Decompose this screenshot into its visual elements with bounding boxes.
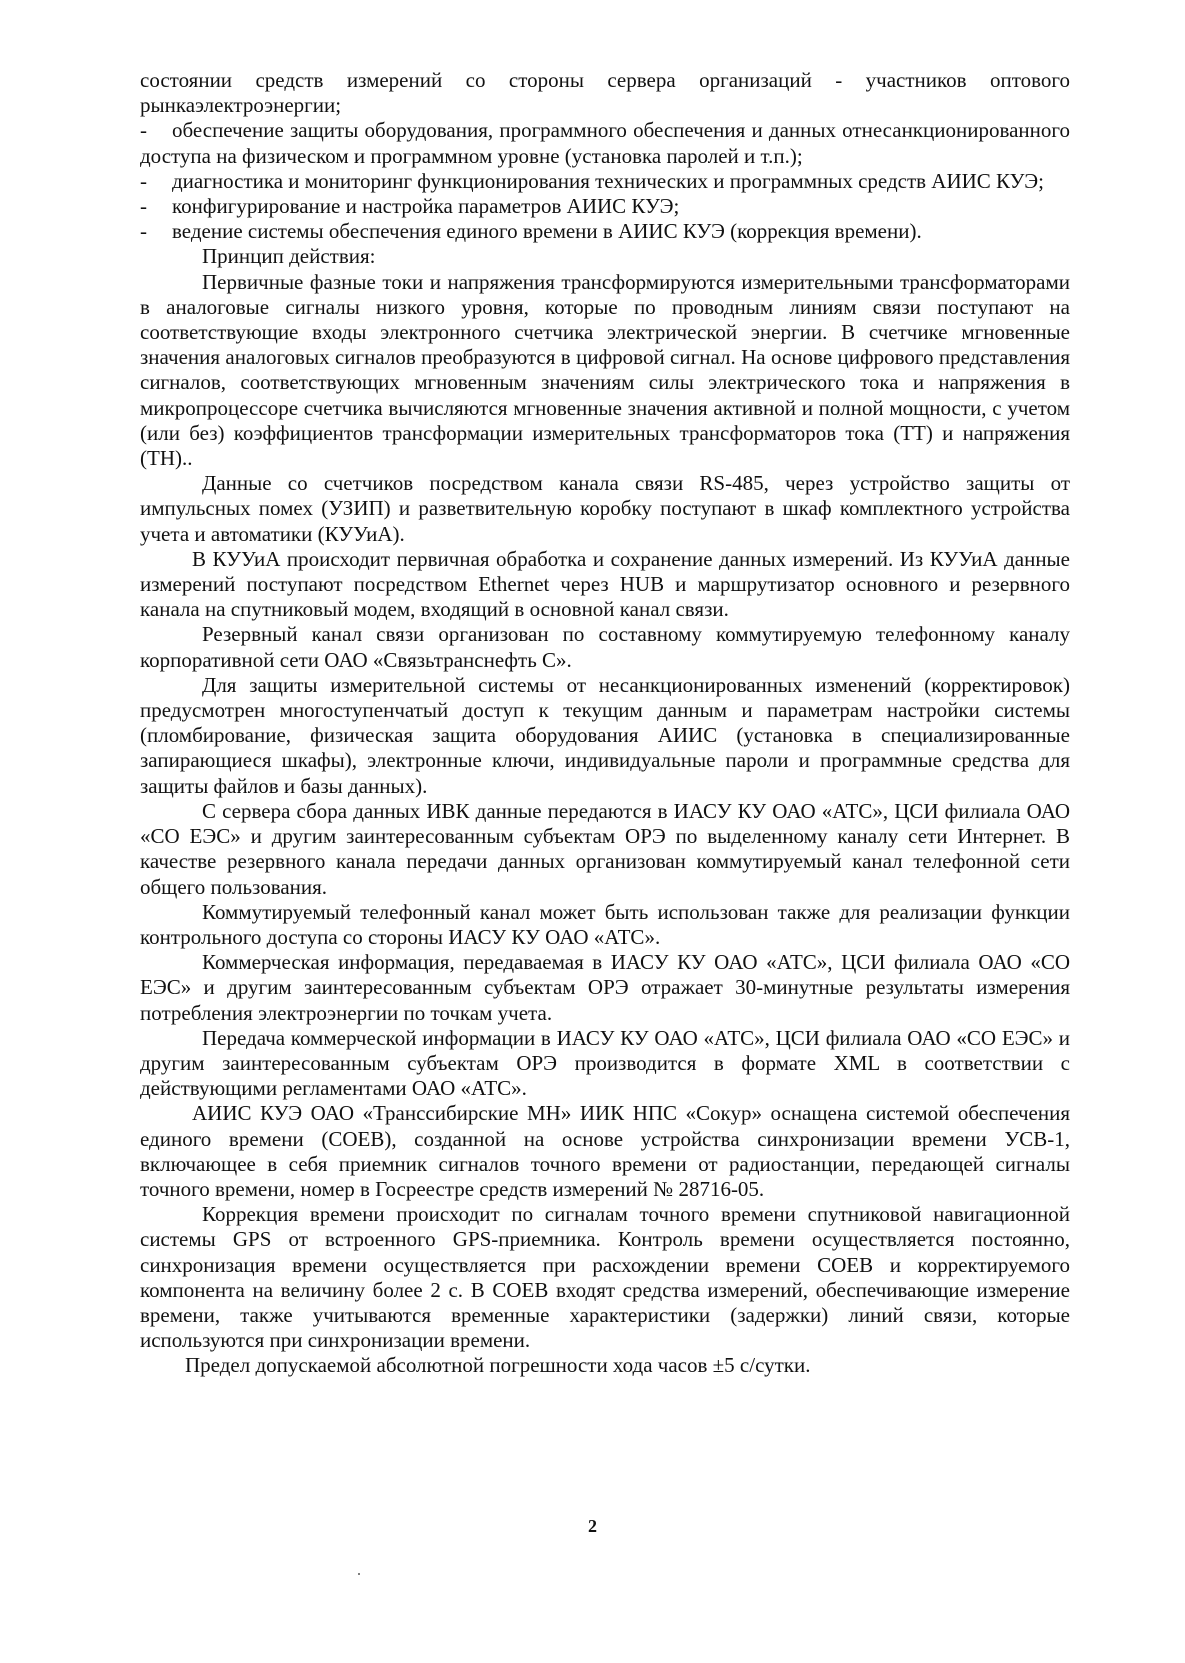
bullet-item-configuration bbox=[140, 194, 1070, 219]
bullet-item-data-protection bbox=[140, 118, 1070, 168]
bullet-text: обеспечение защиты оборудования, программного обеспечения и данных отнесанкционированного доступа на физическом и программном уровне (установка паролей и т.п.); bbox=[140, 118, 1070, 168]
paragraph-text: Передача коммерческой информации в ИАСУ КУ ОАО «АТС», ЦСИ филиала ОАО «СО ЕЭС» и другим заинтересованным субъектам ОРЭ производится в формате XML в соответствии с действующими регламентами ОАО «АТС». bbox=[140, 1025, 1070, 1101]
paragraph-text: Первичные фазные токи и напряжения трансформируются измерительными трансформаторами в аналоговые сигналы низкого уровня, которые по проводным линиям связи поступают на соответствующие входы электронного счетчика электрической энергии. В счетчике мгновенные значения аналоговых сигналов преобразуются в цифровой сигнал. На основе цифрового представления сигналов, соответствующих мгновенным значениям силы электрического тока и напряжения в микропроцессоре счетчика вычисляются мгновенные значения активной и полной мощности, с учетом (или без) коэффициентов трансформации измерительных трансформаторов тока (ТТ) и напряжения (ТН).. bbox=[140, 269, 1070, 471]
page-number: 2 bbox=[588, 1516, 597, 1536]
paragraph-text: Принцип действия: bbox=[202, 244, 376, 269]
bullet-item-time-system bbox=[140, 219, 1070, 244]
bullet-text: конфигурирование и настройка параметров АИИС КУЭ; bbox=[172, 194, 680, 219]
paragraph-xml-transfer bbox=[140, 1026, 1070, 1102]
paragraph-text: Коммутируемый телефонный канал может быть использован также для реализации функции контрольного доступа со стороны ИАСУ КУ ОАО «АТС». bbox=[140, 899, 1070, 949]
paragraph-time-correction bbox=[140, 1202, 1070, 1353]
bullet-text: ведение системы обеспечения единого времени в АИИС КУЭ (коррекция времени). bbox=[172, 219, 922, 244]
document-body bbox=[140, 68, 1070, 1379]
paragraph-switched-channel bbox=[140, 900, 1070, 950]
bullet-item-diagnostics bbox=[140, 169, 1070, 194]
paragraph-text: Данные со счетчиков посредством канала связи RS-485, через устройство защиты от импульсных помех (УЗИП) и разветвительную коробку поступают в шкаф комплектного устройства учета и автоматики (КУУиА). bbox=[140, 471, 1070, 546]
section-heading-principle bbox=[140, 244, 1070, 269]
paragraph-text: состоянии средств измерений со стороны сервера организаций - участников оптового рынкаэлектроэнергии; bbox=[140, 68, 1070, 118]
paragraph-text: Коммерческая информация, передаваемая в ИАСУ КУ ОАО «АТС», ЦСИ филиала ОАО «СО ЕЭС» и другим заинтересованным субъектам ОРЭ отражает 30-минутные результаты измерения потребления электроэнергии по точкам учета. bbox=[140, 950, 1070, 1025]
paragraph-primary-currents bbox=[140, 270, 1070, 472]
paragraph-clock-error bbox=[140, 1353, 1070, 1378]
paragraph-text: С сервера сбора данных ИВК данные передаются в ИАСУ КУ ОАО «АТС», ЦСИ филиала ОАО «СО ЕЭС» и другим заинтересованным субъектам ОРЭ по выделенному каналу сети Интернет. В качестве резервного канала передачи данных организован коммутируемый канал телефонной сети общего пользования. bbox=[140, 798, 1070, 899]
paragraph-text: Предел допускаемой абсолютной погрешности хода часов ±5 с/сутки. bbox=[185, 1353, 811, 1378]
paragraph-commercial-info bbox=[140, 950, 1070, 1026]
paragraph-backup-channel bbox=[140, 622, 1070, 672]
paragraph-text: АИИС КУЭ ОАО «Транссибирские МН» ИИК НПС «Сокур» оснащена системой обеспечения единого времени (СОЕВ), созданной на основе устройства синхронизации времени УСВ-1, включающее в себя приемник сигналов точного времени от радиостанции, передающей сигналы точного времени, номер в Госреестре средств измерений № 28716-05. bbox=[140, 1101, 1070, 1201]
scan-speck bbox=[358, 1573, 360, 1575]
bullet-dash: - bbox=[140, 118, 147, 143]
paragraph-meter-data bbox=[140, 471, 1070, 547]
paragraph-text: В КУУиА происходит первичная обработка и сохранение данных измерений. Из КУУиА данные измерений поступают посредством Ethernet через HUB и маршрутизатор основного и резервного канала на спутниковый модем, входящий в основной канал связи. bbox=[140, 546, 1070, 622]
paragraph-text: Коррекция времени происходит по сигналам точного времени спутниковой навигационной системы GPS от встроенного GPS-приемника. Контроль времени осуществляется постоянно, синхронизация времени осуществляется при расхождении времени СОЕВ и корректируемого компонента на величину более 2 с. В СОЕВ входят средства измерений, обеспечивающие измерение времени, также учитываются временные характеристики (задержки) линий связи, которые используются при синхронизации времени. bbox=[140, 1202, 1070, 1353]
paragraph-soev bbox=[140, 1101, 1070, 1202]
bullet-dash: - bbox=[140, 219, 147, 244]
bullet-text: диагностика и мониторинг функционирования технических и программных средств АИИС КУЭ; bbox=[172, 168, 1044, 193]
paragraph-server-transfer bbox=[140, 799, 1070, 900]
paragraph-text: Для защиты измерительной системы от несанкционированных изменений (корректировок) предусмотрен многоступенчатый доступ к текущим данным и параметрам настройки системы (пломбирование, физическая защита оборудования АИИС (установка в специализированные запирающиеся шкафы), электронные ключи, индивидуальные пароли и программные средства для защиты файлов и базы данных). bbox=[140, 672, 1070, 798]
paragraph-text: Резервный канал связи организован по составному коммутируемую телефонному каналу корпоративной сети ОАО «Связьтранснефть С». bbox=[140, 622, 1070, 672]
bullet-dash: - bbox=[140, 194, 147, 219]
paragraph-continuation bbox=[140, 68, 1070, 118]
paragraph-kuuia bbox=[140, 547, 1070, 623]
bullet-dash: - bbox=[140, 168, 147, 193]
paragraph-protection bbox=[140, 673, 1070, 799]
